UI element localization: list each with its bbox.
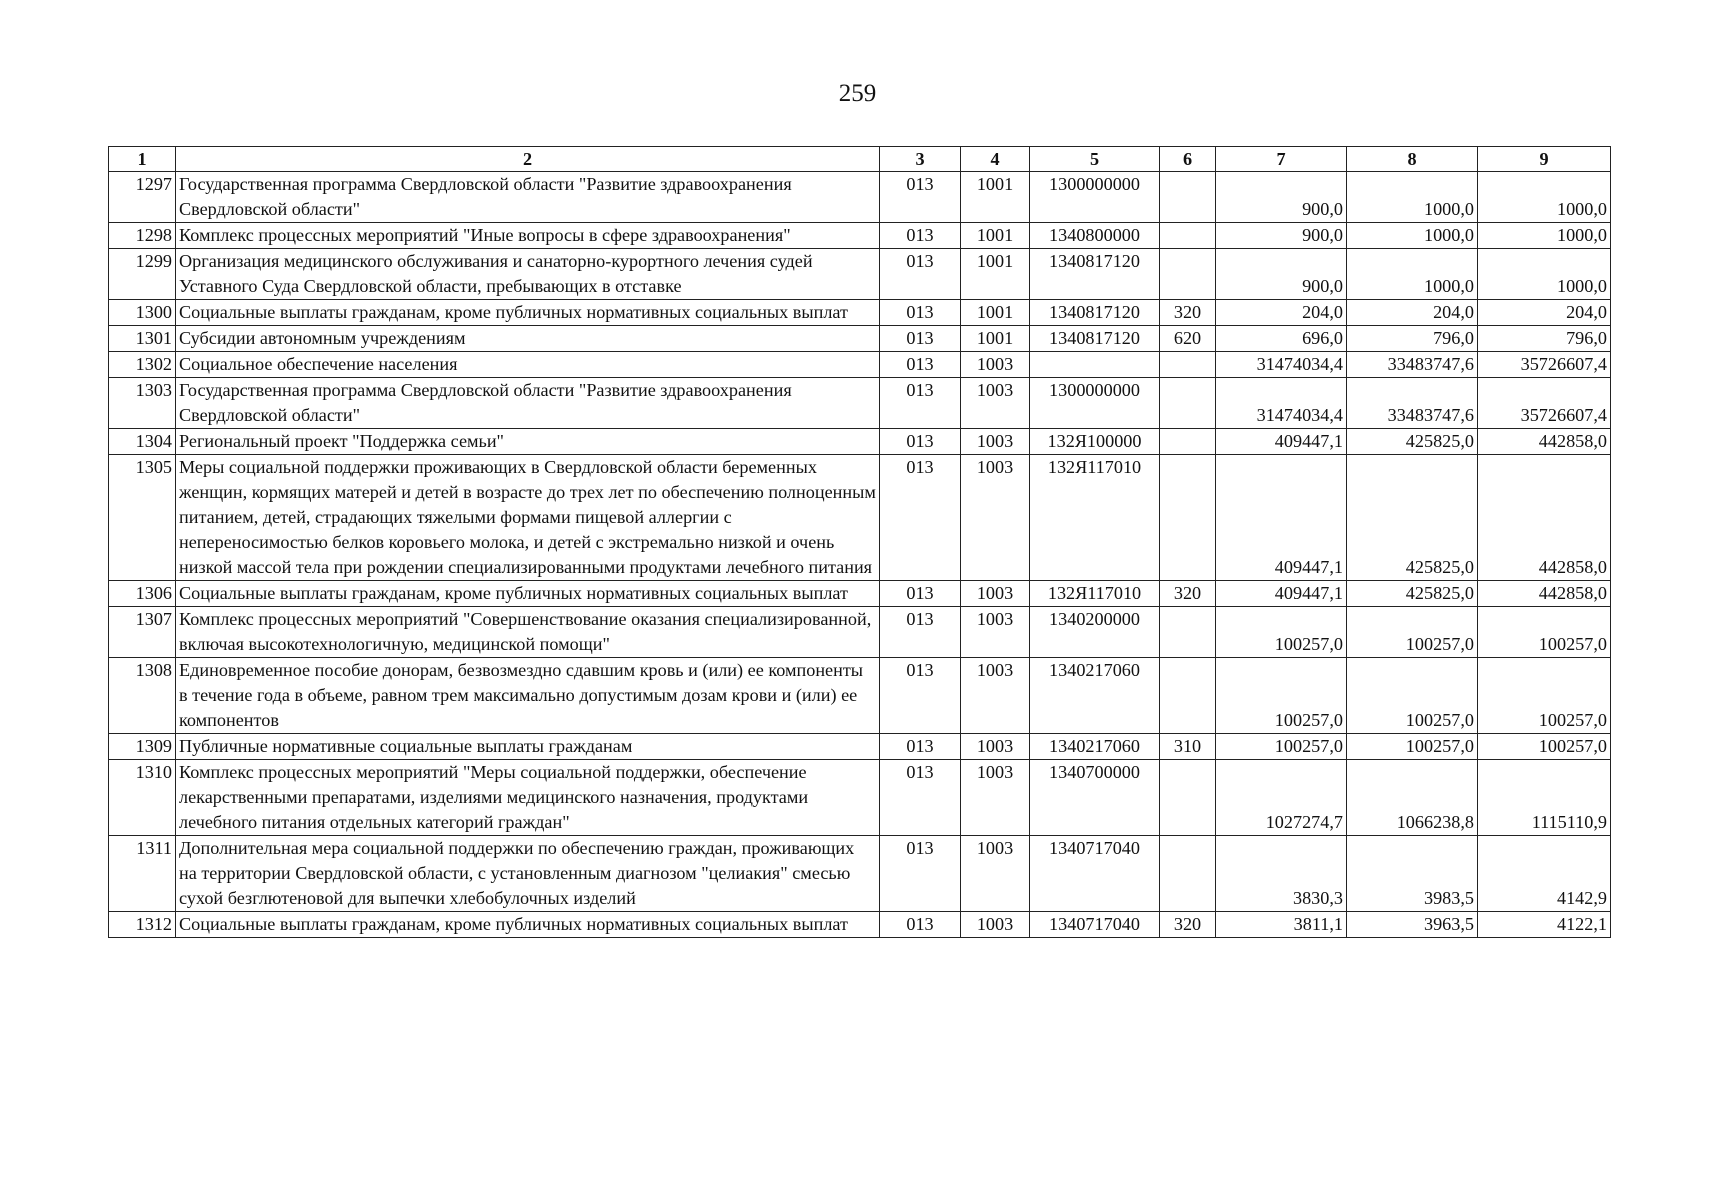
amount-year3-cell: 4122,1 bbox=[1478, 912, 1611, 938]
row-number-cell: 1297 bbox=[109, 172, 176, 223]
target-article-cell: 1340217060 bbox=[1030, 658, 1160, 734]
row-number-cell: 1309 bbox=[109, 734, 176, 760]
page-number: 259 bbox=[838, 80, 877, 107]
row-number-cell: 1299 bbox=[109, 249, 176, 300]
admin-code-cell: 013 bbox=[880, 352, 961, 378]
expense-type-cell: 320 bbox=[1160, 912, 1216, 938]
table-row bbox=[109, 658, 1611, 734]
section-code-cell: 1003 bbox=[961, 760, 1030, 836]
amount-year2-cell: 1066238,8 bbox=[1347, 760, 1478, 836]
column-header-1: 1 bbox=[109, 147, 176, 172]
amount-year2-cell: 3963,5 bbox=[1347, 912, 1478, 938]
amount-year3-cell: 35726607,4 bbox=[1478, 352, 1611, 378]
expense-type-cell bbox=[1160, 223, 1216, 249]
section-code-cell: 1001 bbox=[961, 172, 1030, 223]
section-code-cell: 1001 bbox=[961, 326, 1030, 352]
admin-code-cell: 013 bbox=[880, 378, 961, 429]
row-name-cell: Социальные выплаты гражданам, кроме публичных нормативных социальных выплат bbox=[176, 912, 880, 938]
amount-year2-cell: 1000,0 bbox=[1347, 249, 1478, 300]
column-header-5: 5 bbox=[1030, 147, 1160, 172]
row-name-cell: Организация медицинского обслуживания и санаторно-курортного лечения судей Уставного Суда Свердловской области, пребывающих в отставке bbox=[176, 249, 880, 300]
target-article-cell: 1340700000 bbox=[1030, 760, 1160, 836]
amount-year2-cell: 33483747,6 bbox=[1347, 352, 1478, 378]
amount-year1-cell: 409447,1 bbox=[1216, 455, 1347, 581]
amount-year2-cell: 100257,0 bbox=[1347, 658, 1478, 734]
amount-year1-cell: 100257,0 bbox=[1216, 607, 1347, 658]
target-article-cell: 1300000000 bbox=[1030, 378, 1160, 429]
target-article-cell: 132Я117010 bbox=[1030, 455, 1160, 581]
table-row bbox=[109, 607, 1611, 658]
row-number-cell: 1305 bbox=[109, 455, 176, 581]
section-code-cell: 1001 bbox=[961, 249, 1030, 300]
section-code-cell: 1001 bbox=[961, 223, 1030, 249]
section-code-cell: 1003 bbox=[961, 836, 1030, 912]
column-header-9: 9 bbox=[1478, 147, 1611, 172]
section-code-cell: 1003 bbox=[961, 912, 1030, 938]
amount-year1-cell: 100257,0 bbox=[1216, 734, 1347, 760]
expense-type-cell: 310 bbox=[1160, 734, 1216, 760]
amount-year3-cell: 4142,9 bbox=[1478, 836, 1611, 912]
target-article-cell: 1340200000 bbox=[1030, 607, 1160, 658]
expense-type-cell bbox=[1160, 607, 1216, 658]
amount-year3-cell: 100257,0 bbox=[1478, 734, 1611, 760]
table-row bbox=[109, 172, 1611, 223]
table-row bbox=[109, 455, 1611, 581]
section-code-cell: 1003 bbox=[961, 658, 1030, 734]
amount-year2-cell: 100257,0 bbox=[1347, 607, 1478, 658]
row-name-cell: Социальные выплаты гражданам, кроме публичных нормативных социальных выплат bbox=[176, 581, 880, 607]
amount-year1-cell: 900,0 bbox=[1216, 172, 1347, 223]
target-article-cell: 1340817120 bbox=[1030, 300, 1160, 326]
amount-year3-cell: 1000,0 bbox=[1478, 223, 1611, 249]
amount-year3-cell: 442858,0 bbox=[1478, 455, 1611, 581]
row-name-cell: Комплекс процессных мероприятий "Меры социальной поддержки, обеспечение лекарственными препаратами, изделиями медицинского назначения, продуктами лечебного питания отдельных категорий граждан" bbox=[176, 760, 880, 836]
table-row bbox=[109, 223, 1611, 249]
budget-table bbox=[108, 146, 1611, 938]
column-header-8: 8 bbox=[1347, 147, 1478, 172]
amount-year1-cell: 31474034,4 bbox=[1216, 352, 1347, 378]
amount-year3-cell: 204,0 bbox=[1478, 300, 1611, 326]
amount-year3-cell: 1115110,9 bbox=[1478, 760, 1611, 836]
table-row bbox=[109, 300, 1611, 326]
amount-year3-cell: 35726607,4 bbox=[1478, 378, 1611, 429]
amount-year2-cell: 100257,0 bbox=[1347, 734, 1478, 760]
table-row bbox=[109, 734, 1611, 760]
amount-year3-cell: 100257,0 bbox=[1478, 658, 1611, 734]
table-row bbox=[109, 429, 1611, 455]
expense-type-cell bbox=[1160, 249, 1216, 300]
row-name-cell: Социальное обеспечение населения bbox=[176, 352, 880, 378]
row-number-cell: 1310 bbox=[109, 760, 176, 836]
amount-year1-cell: 204,0 bbox=[1216, 300, 1347, 326]
admin-code-cell: 013 bbox=[880, 760, 961, 836]
amount-year2-cell: 425825,0 bbox=[1347, 429, 1478, 455]
amount-year1-cell: 696,0 bbox=[1216, 326, 1347, 352]
table-row bbox=[109, 352, 1611, 378]
target-article-cell: 1340800000 bbox=[1030, 223, 1160, 249]
admin-code-cell: 013 bbox=[880, 658, 961, 734]
admin-code-cell: 013 bbox=[880, 249, 961, 300]
amount-year2-cell: 796,0 bbox=[1347, 326, 1478, 352]
amount-year2-cell: 425825,0 bbox=[1347, 455, 1478, 581]
target-article-cell bbox=[1030, 352, 1160, 378]
row-number-cell: 1301 bbox=[109, 326, 176, 352]
row-number-cell: 1304 bbox=[109, 429, 176, 455]
amount-year1-cell: 100257,0 bbox=[1216, 658, 1347, 734]
amount-year1-cell: 3811,1 bbox=[1216, 912, 1347, 938]
section-code-cell: 1001 bbox=[961, 300, 1030, 326]
row-number-cell: 1300 bbox=[109, 300, 176, 326]
admin-code-cell: 013 bbox=[880, 429, 961, 455]
section-code-cell: 1003 bbox=[961, 429, 1030, 455]
amount-year3-cell: 1000,0 bbox=[1478, 249, 1611, 300]
row-name-cell: Комплекс процессных мероприятий "Совершенствование оказания специализированной, включая высокотехнологичную, медицинской помощи" bbox=[176, 607, 880, 658]
expense-type-cell bbox=[1160, 378, 1216, 429]
admin-code-cell: 013 bbox=[880, 300, 961, 326]
amount-year3-cell: 442858,0 bbox=[1478, 429, 1611, 455]
admin-code-cell: 013 bbox=[880, 326, 961, 352]
admin-code-cell: 013 bbox=[880, 455, 961, 581]
row-number-cell: 1303 bbox=[109, 378, 176, 429]
target-article-cell: 1340717040 bbox=[1030, 836, 1160, 912]
row-name-cell: Региональный проект "Поддержка семьи" bbox=[176, 429, 880, 455]
table-row bbox=[109, 581, 1611, 607]
expense-type-cell bbox=[1160, 352, 1216, 378]
row-name-cell: Государственная программа Свердловской области "Развитие здравоохранения Свердловской области" bbox=[176, 378, 880, 429]
row-name-cell: Публичные нормативные социальные выплаты гражданам bbox=[176, 734, 880, 760]
expense-type-cell bbox=[1160, 658, 1216, 734]
table-row bbox=[109, 249, 1611, 300]
target-article-cell: 132Я100000 bbox=[1030, 429, 1160, 455]
column-header-3: 3 bbox=[880, 147, 961, 172]
amount-year1-cell: 409447,1 bbox=[1216, 581, 1347, 607]
table-row bbox=[109, 912, 1611, 938]
row-number-cell: 1311 bbox=[109, 836, 176, 912]
expense-type-cell bbox=[1160, 455, 1216, 581]
section-code-cell: 1003 bbox=[961, 734, 1030, 760]
admin-code-cell: 013 bbox=[880, 912, 961, 938]
amount-year2-cell: 425825,0 bbox=[1347, 581, 1478, 607]
admin-code-cell: 013 bbox=[880, 581, 961, 607]
amount-year3-cell: 796,0 bbox=[1478, 326, 1611, 352]
expense-type-cell: 320 bbox=[1160, 581, 1216, 607]
target-article-cell: 1340717040 bbox=[1030, 912, 1160, 938]
row-number-cell: 1298 bbox=[109, 223, 176, 249]
table-row bbox=[109, 836, 1611, 912]
expense-type-cell bbox=[1160, 172, 1216, 223]
header-row bbox=[109, 147, 1611, 172]
amount-year2-cell: 3983,5 bbox=[1347, 836, 1478, 912]
target-article-cell: 1340817120 bbox=[1030, 249, 1160, 300]
expense-type-cell bbox=[1160, 429, 1216, 455]
amount-year1-cell: 31474034,4 bbox=[1216, 378, 1347, 429]
section-code-cell: 1003 bbox=[961, 607, 1030, 658]
target-article-cell: 1340817120 bbox=[1030, 326, 1160, 352]
target-article-cell: 132Я117010 bbox=[1030, 581, 1160, 607]
column-header-2: 2 bbox=[176, 147, 880, 172]
section-code-cell: 1003 bbox=[961, 581, 1030, 607]
amount-year2-cell: 33483747,6 bbox=[1347, 378, 1478, 429]
target-article-cell: 1340217060 bbox=[1030, 734, 1160, 760]
admin-code-cell: 013 bbox=[880, 734, 961, 760]
expense-type-cell bbox=[1160, 836, 1216, 912]
admin-code-cell: 013 bbox=[880, 223, 961, 249]
column-header-6: 6 bbox=[1160, 147, 1216, 172]
row-number-cell: 1312 bbox=[109, 912, 176, 938]
column-header-4: 4 bbox=[961, 147, 1030, 172]
expense-type-cell: 620 bbox=[1160, 326, 1216, 352]
section-code-cell: 1003 bbox=[961, 352, 1030, 378]
amount-year1-cell: 900,0 bbox=[1216, 249, 1347, 300]
column-header-7: 7 bbox=[1216, 147, 1347, 172]
amount-year1-cell: 409447,1 bbox=[1216, 429, 1347, 455]
row-number-cell: 1307 bbox=[109, 607, 176, 658]
table-header bbox=[109, 147, 1611, 172]
row-name-cell: Государственная программа Свердловской области "Развитие здравоохранения Свердловской области" bbox=[176, 172, 880, 223]
row-name-cell: Меры социальной поддержки проживающих в Свердловской области беременных женщин, кормящих матерей и детей в возрасте до трех лет по обеспечению полноценным питанием, детей, страдающих тяжелыми формами пищевой аллергии с непереносимостью белков коровьего молока, и детей с экстремально низкой и очень низкой массой тела при рождении специализированными продуктами лечебного питания bbox=[176, 455, 880, 581]
row-number-cell: 1302 bbox=[109, 352, 176, 378]
admin-code-cell: 013 bbox=[880, 172, 961, 223]
row-number-cell: 1308 bbox=[109, 658, 176, 734]
amount-year1-cell: 900,0 bbox=[1216, 223, 1347, 249]
row-name-cell: Дополнительная мера социальной поддержки по обеспечению граждан, проживающих на территории Свердловской области, с установленным диагнозом "целиакия" смесью сухой безглютеновой для выпечки хлебобулочных изделий bbox=[176, 836, 880, 912]
amount-year2-cell: 204,0 bbox=[1347, 300, 1478, 326]
table-row bbox=[109, 378, 1611, 429]
amount-year3-cell: 1000,0 bbox=[1478, 172, 1611, 223]
section-code-cell: 1003 bbox=[961, 455, 1030, 581]
table-row bbox=[109, 760, 1611, 836]
amount-year1-cell: 3830,3 bbox=[1216, 836, 1347, 912]
expense-type-cell bbox=[1160, 760, 1216, 836]
admin-code-cell: 013 bbox=[880, 836, 961, 912]
expense-type-cell: 320 bbox=[1160, 300, 1216, 326]
target-article-cell: 1300000000 bbox=[1030, 172, 1160, 223]
amount-year2-cell: 1000,0 bbox=[1347, 223, 1478, 249]
row-name-cell: Единовременное пособие донорам, безвозмездно сдавшим кровь и (или) ее компоненты в течение года в объеме, равном трем максимально допустимым дозам крови и (или) ее компонентов bbox=[176, 658, 880, 734]
table-body bbox=[109, 172, 1611, 938]
amount-year1-cell: 1027274,7 bbox=[1216, 760, 1347, 836]
amount-year3-cell: 442858,0 bbox=[1478, 581, 1611, 607]
admin-code-cell: 013 bbox=[880, 607, 961, 658]
row-number-cell: 1306 bbox=[109, 581, 176, 607]
amount-year3-cell: 100257,0 bbox=[1478, 607, 1611, 658]
row-name-cell: Комплекс процессных мероприятий "Иные вопросы в сфере здравоохранения" bbox=[176, 223, 880, 249]
amount-year2-cell: 1000,0 bbox=[1347, 172, 1478, 223]
row-name-cell: Субсидии автономным учреждениям bbox=[176, 326, 880, 352]
section-code-cell: 1003 bbox=[961, 378, 1030, 429]
row-name-cell: Социальные выплаты гражданам, кроме публичных нормативных социальных выплат bbox=[176, 300, 880, 326]
table-row bbox=[109, 326, 1611, 352]
